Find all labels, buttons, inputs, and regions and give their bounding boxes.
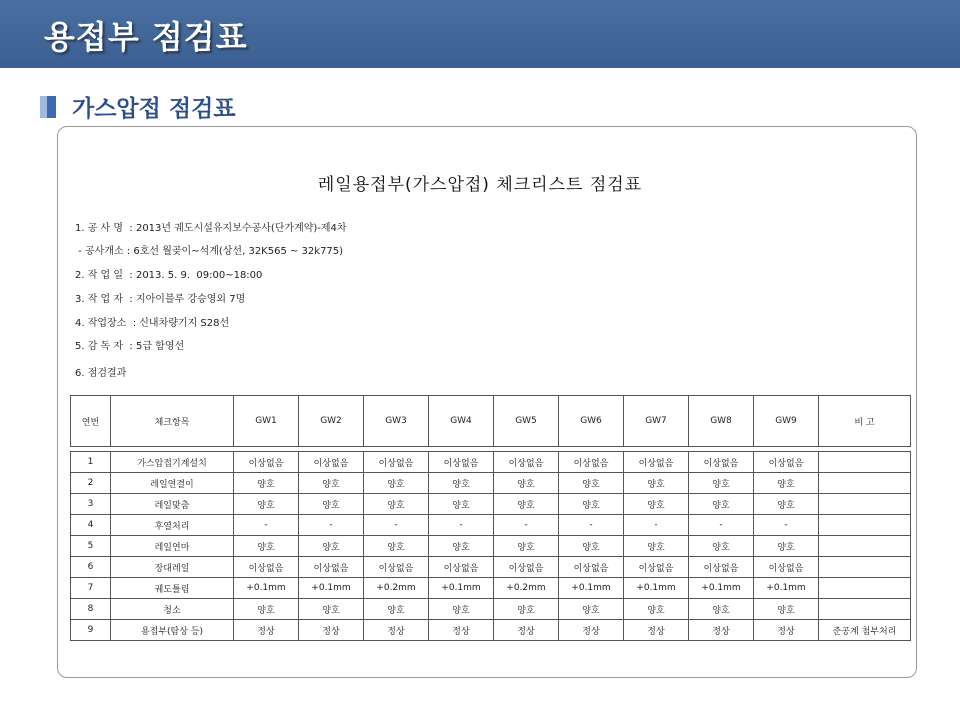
header-cell: 비 고 xyxy=(819,396,911,447)
table-cell: 양호 xyxy=(429,536,494,557)
header-cell: GW8 xyxy=(689,396,754,447)
table-cell: 레일연마 xyxy=(111,536,234,557)
table-cell: - xyxy=(494,515,559,536)
table-cell: - xyxy=(299,515,364,536)
table-cell: 6 xyxy=(71,557,111,578)
page-title: 용접부 점검표 xyxy=(44,18,248,56)
table-row xyxy=(71,557,911,578)
table-row xyxy=(71,620,911,641)
table-cell: 이상없음 xyxy=(494,452,559,473)
table-cell: 이상없음 xyxy=(559,452,624,473)
table-cell xyxy=(819,578,911,599)
table-cell: 4 xyxy=(71,515,111,536)
table-cell: 정상 xyxy=(689,620,754,641)
table-cell: +0.1mm xyxy=(429,578,494,599)
table-cell: 양호 xyxy=(754,536,819,557)
checklist-table xyxy=(70,395,911,641)
title-bar xyxy=(0,0,960,68)
table-cell: 이상없음 xyxy=(559,557,624,578)
table-cell: 양호 xyxy=(494,494,559,515)
table-cell: 양호 xyxy=(689,473,754,494)
table-cell: - xyxy=(234,515,299,536)
table-cell: 이상없음 xyxy=(429,452,494,473)
section-marker-icon xyxy=(40,96,56,118)
header-cell: GW7 xyxy=(624,396,689,447)
table-cell: 양호 xyxy=(754,473,819,494)
table-cell: +0.2mm xyxy=(364,578,429,599)
table-cell: - xyxy=(754,515,819,536)
table-cell: 이상없음 xyxy=(234,557,299,578)
document-title: 레일용접부(가스압접) 체크리스트 점검표 xyxy=(317,175,643,195)
table-cell xyxy=(819,452,911,473)
table-cell: 준공계 첨부처리 xyxy=(819,620,911,641)
table-cell: 양호 xyxy=(299,536,364,557)
table-cell: 양호 xyxy=(364,473,429,494)
section-label: 가스압접 점검표 xyxy=(72,96,236,122)
table-cell: 정상 xyxy=(754,620,819,641)
table-cell: 레일연결이 xyxy=(111,473,234,494)
table-cell: 3 xyxy=(71,494,111,515)
table-cell: 양호 xyxy=(364,536,429,557)
table-cell xyxy=(819,473,911,494)
table-cell: 정상 xyxy=(494,620,559,641)
table-cell: 정상 xyxy=(429,620,494,641)
table-cell: 양호 xyxy=(429,473,494,494)
table-cell: 정상 xyxy=(559,620,624,641)
table-cell: - xyxy=(429,515,494,536)
table-cell: 양호 xyxy=(234,473,299,494)
table-cell: 정상 xyxy=(299,620,364,641)
table-cell: 이상없음 xyxy=(234,452,299,473)
table-cell xyxy=(819,557,911,578)
table-cell: 정상 xyxy=(364,620,429,641)
table-cell: 2 xyxy=(71,473,111,494)
table-cell: 장대레일 xyxy=(111,557,234,578)
info-project: 1. 공 사 명 : 2013년 궤도시설유지보수공사(단가계약)-제4차 xyxy=(75,223,347,234)
table-header-row xyxy=(71,396,911,447)
table-cell: 9 xyxy=(71,620,111,641)
table-cell: 양호 xyxy=(689,536,754,557)
table-cell: 이상없음 xyxy=(364,452,429,473)
table-cell xyxy=(819,536,911,557)
table-cell: 5 xyxy=(71,536,111,557)
table-cell: +0.1mm xyxy=(689,578,754,599)
table-cell: 양호 xyxy=(234,494,299,515)
header-cell: GW6 xyxy=(559,396,624,447)
table-cell: - xyxy=(689,515,754,536)
table-cell: 후열처리 xyxy=(111,515,234,536)
table-cell: 이상없음 xyxy=(689,557,754,578)
table-cell: 궤도틀림 xyxy=(111,578,234,599)
table-row xyxy=(71,515,911,536)
table-cell: - xyxy=(624,515,689,536)
header-cell: 체크항목 xyxy=(111,396,234,447)
table-cell: 양호 xyxy=(559,473,624,494)
info-workers: 3. 작 업 자 : 지아이블루 강승영외 7명 xyxy=(75,294,246,305)
table-cell: 양호 xyxy=(494,536,559,557)
table-cell: 가스압접기계설치 xyxy=(111,452,234,473)
table-cell: +0.1mm xyxy=(624,578,689,599)
table-cell: 양호 xyxy=(624,473,689,494)
table-cell: 이상없음 xyxy=(429,557,494,578)
table-cell: 양호 xyxy=(624,536,689,557)
info-location: - 공사개소 : 6호선 월곶이~석계(상선, 32K565 ~ 32k775) xyxy=(75,246,344,257)
table-cell: 1 xyxy=(71,452,111,473)
table-cell: - xyxy=(559,515,624,536)
header-cell: 연번 xyxy=(71,396,111,447)
table-row xyxy=(71,473,911,494)
table-cell: 양호 xyxy=(624,494,689,515)
table-cell: +0.1mm xyxy=(559,578,624,599)
table-cell: 8 xyxy=(71,599,111,620)
table-cell: 이상없음 xyxy=(624,557,689,578)
table-cell: 용접부(탐상 등) xyxy=(111,620,234,641)
table-cell: 레일맞춤 xyxy=(111,494,234,515)
table-cell: +0.1mm xyxy=(754,578,819,599)
table-row xyxy=(71,452,911,473)
header-cell: GW4 xyxy=(429,396,494,447)
table-cell: +0.2mm xyxy=(494,578,559,599)
table-cell: 양호 xyxy=(754,494,819,515)
header-cell: GW2 xyxy=(299,396,364,447)
info-supervisor: 5. 감 독 자 : 5급 함영선 xyxy=(75,341,185,352)
table-cell: 정상 xyxy=(624,620,689,641)
table-cell: 양호 xyxy=(494,473,559,494)
header-cell: GW5 xyxy=(494,396,559,447)
table-cell: 양호 xyxy=(559,599,624,620)
table-cell: 양호 xyxy=(429,494,494,515)
header-cell: GW9 xyxy=(754,396,819,447)
table-cell: 이상없음 xyxy=(689,452,754,473)
table-cell xyxy=(819,515,911,536)
header-cell: GW3 xyxy=(364,396,429,447)
table-cell: 양호 xyxy=(429,599,494,620)
table-cell: 이상없음 xyxy=(624,452,689,473)
table-cell: 양호 xyxy=(494,599,559,620)
table-cell: 양호 xyxy=(754,599,819,620)
info-work-date: 2. 작 업 일 : 2013. 5. 9. 09:00~18:00 xyxy=(75,270,263,281)
table-cell: 양호 xyxy=(364,494,429,515)
table-cell: 양호 xyxy=(689,599,754,620)
table-cell: 이상없음 xyxy=(299,452,364,473)
header-cell: GW1 xyxy=(234,396,299,447)
table-cell: 정상 xyxy=(234,620,299,641)
info-place: 4. 작업장소 : 신내차량기지 S28선 xyxy=(75,318,230,329)
table-cell: 이상없음 xyxy=(494,557,559,578)
table-cell: 이상없음 xyxy=(754,452,819,473)
table-cell: 양호 xyxy=(364,599,429,620)
table-cell: - xyxy=(364,515,429,536)
info-result-heading: 6. 점검결과 xyxy=(75,368,127,379)
table-cell: +0.1mm xyxy=(234,578,299,599)
table-cell: 양호 xyxy=(559,536,624,557)
table-cell: 양호 xyxy=(559,494,624,515)
table-row xyxy=(71,536,911,557)
table-row xyxy=(71,494,911,515)
table-row xyxy=(71,578,911,599)
table-cell: 양호 xyxy=(624,599,689,620)
table-cell: 이상없음 xyxy=(364,557,429,578)
table-cell: 이상없음 xyxy=(299,557,364,578)
table-cell: 양호 xyxy=(299,494,364,515)
table-cell: 양호 xyxy=(234,599,299,620)
table-cell: 양호 xyxy=(299,473,364,494)
table-cell xyxy=(819,494,911,515)
table-cell: 양호 xyxy=(689,494,754,515)
table-row xyxy=(71,599,911,620)
table-cell: 7 xyxy=(71,578,111,599)
table-cell: 양호 xyxy=(299,599,364,620)
table-cell: 양호 xyxy=(234,536,299,557)
table-cell: +0.1mm xyxy=(299,578,364,599)
table-cell xyxy=(819,599,911,620)
table-cell: 이상없음 xyxy=(754,557,819,578)
table-cell: 청소 xyxy=(111,599,234,620)
